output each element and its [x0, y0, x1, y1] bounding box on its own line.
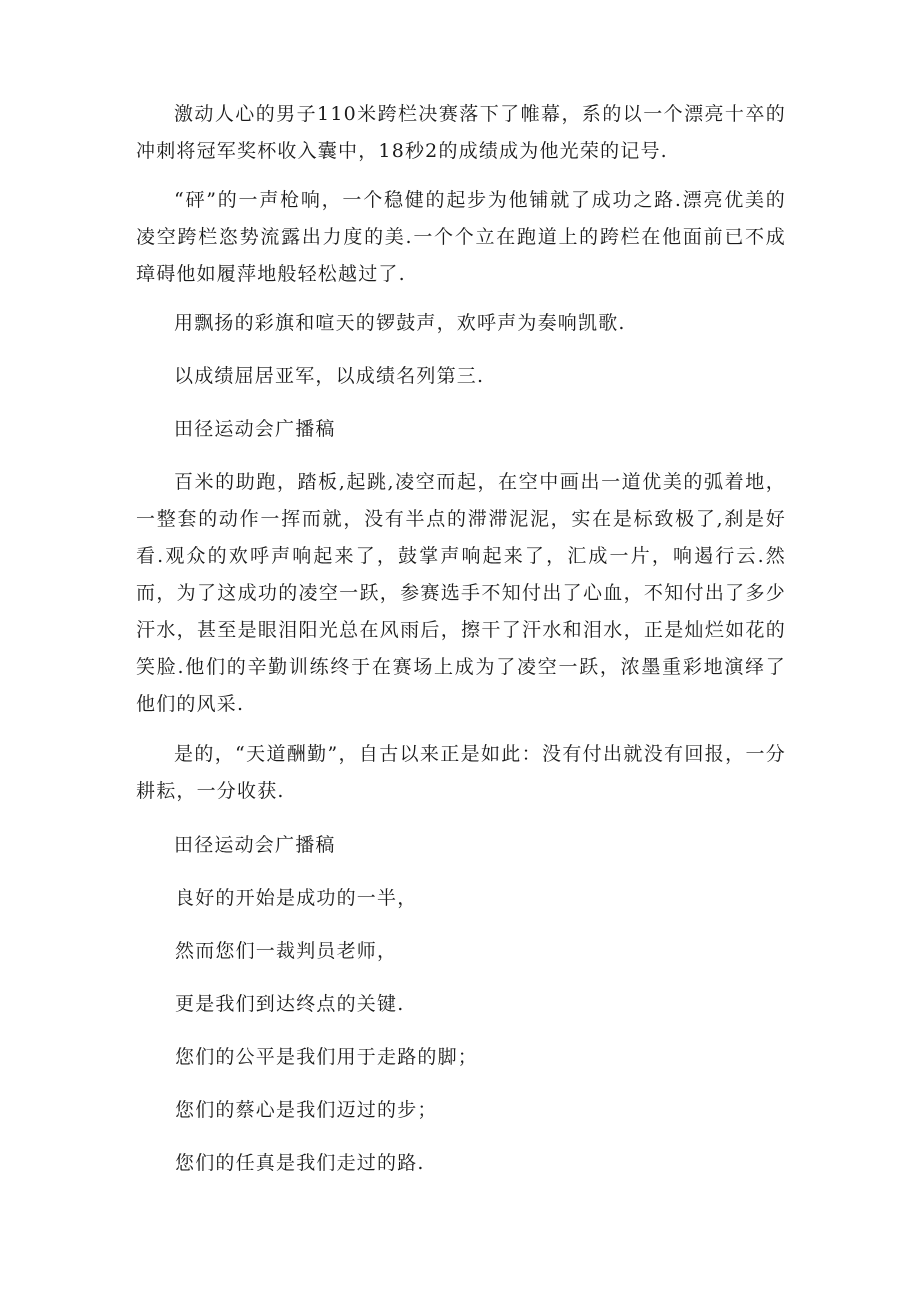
poem-line: 您们的公平是我们用于走路的脚； — [175, 1046, 479, 1068]
poem-line: 您们的蔡心是我们迈过的步； — [175, 1099, 438, 1121]
paragraph-gunshot-start: “砰”的一声枪响，一个稳健的起步为他铺就了成功之路.漂亮优美的凌空跨栏恣势流露出力度的美.一个个立在跑道上的跨栏在他面前已不成璋碍他如履萍地般轻松越过了. — [136, 189, 786, 285]
paragraph-long-jump: 百米的助跑，踏板,起跳,凌空而起，在空中画出一道优美的弧着地，一整套的动作一挥而就，没有半点的滞滞泥泥，实在是标致极了,刹是好看.观众的欢呼声响起来了，鼓掌声响起来了，汇成一片，响遏行云.然而，为了这成功的凌空一跃，参赛选手不知付出了心血，不知付出了多少汗水，甚至是眼泪阳光总在风雨后，擦干了汗水和泪水，正是灿烂如花的笑脸.他们的辛勤训练终于在赛场上成为了凌空一跃，浓墨重彩地演绎了他们的风采. — [136, 471, 786, 715]
poem-line: 更是我们到达终点的关键. — [175, 993, 405, 1015]
poem-line: 然而您们一裁判员老师， — [175, 940, 398, 962]
section-heading-broadcast-1: 田径运动会广播稿 — [174, 418, 336, 440]
paragraph-flags-drums: 用飘扬的彩旗和喧天的锣鼓声，欢呼声为奏响凯歌. — [174, 312, 626, 334]
poem-line: 良好的开始是成功的一半， — [175, 887, 418, 909]
paragraph-runner-up: 以成绩屈居亚军，以成绩名列第三. — [174, 365, 485, 387]
paragraph-hard-work: 是的，“天道酬勤”，自古以来正是如此：没有付出就没有回报，一分耕耘，一分收获. — [136, 743, 786, 802]
paragraph-hurdles-final: 激动人心的男子110米跨栏决赛落下了帷幕，系的以一个漂亮十卒的冲刺将冠军奖杯收入囊中，18秒2的成绩成为他光荣的记号. — [136, 103, 786, 162]
poem-line: 您们的任真是我们走过的路. — [175, 1152, 425, 1174]
section-heading-broadcast-2: 田径运动会广播稿 — [174, 834, 336, 856]
